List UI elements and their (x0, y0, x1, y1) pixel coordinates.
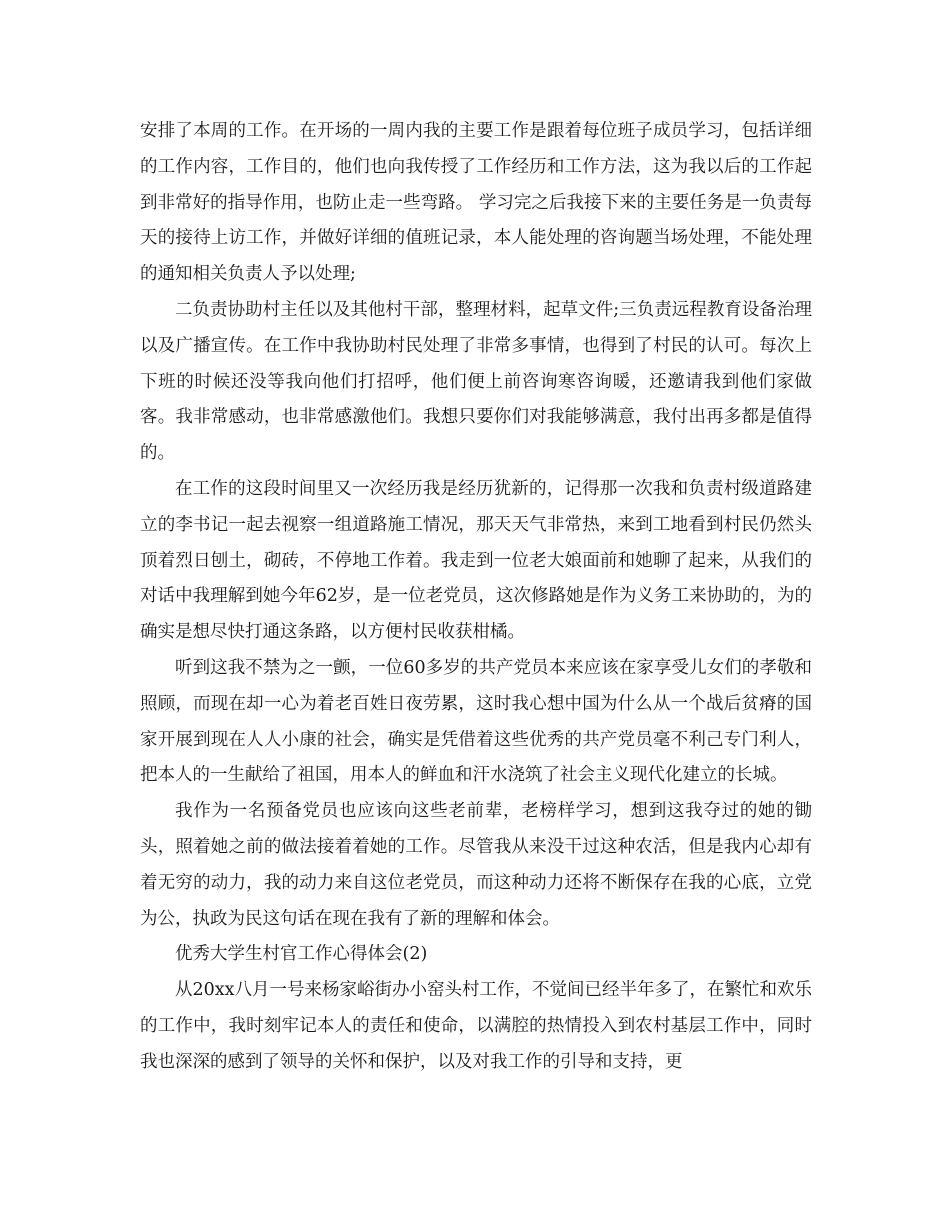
paragraph-1: 安排了本周的工作。在开场的一周内我的主要工作是跟着每位班子成员学习，包括详细的工作内容，工作目的，他们也向我传授了工作经历和工作方法，这为我以后的工作起到非常好的指导作用，也防止走一些弯路。 学习完之后我接下来的主要任务是一负责每天的接待上访工作，并做好详细的值班记录，本人能处理的咨询题当场处理，不能处理的通知相关负责人予以处理; (140, 121, 812, 285)
paragraph-5: 我作为一名预备党员也应该向这些老前辈，老榜样学习，想到这我夺过的她的锄头，照着她之前的做法接着着她的工作。尽管我从来没干过这种农活，但是我内心却有着无穷的动力，我的动力来自这位老党员，而这种动力还将不断保存在我的心底，立党为公，执政为民这句话在现在我有了新的理解和体会。 (140, 801, 812, 929)
paragraph-6: 从20xx八月一号来杨家峪街办小窑头村工作，不觉间已经半年多了，在繁忙和欢乐的工作中，我时刻牢记本人的责任和使命，以满腔的热情投入到农村基层工作中，同时我也深深的感到了领导的关怀和保护，以及对我工作的引导和支持，更 (140, 980, 813, 1072)
paragraph-4: 听到这我不禁为之一颤，一位60多岁的共产党员本来应该在家享受儿女们的孝敬和照顾，而现在却一心为着老百姓日夜劳累，这时我心想中国为什么从一个战后贫瘠的国家开展到现在人人小康的社会，确实是凭借着这些优秀的共产党员毫不利己专门利人，把本人的一生献给了祖国，用本人的鲜血和汗水浇筑了社会主义现代化建立的长城。 (140, 657, 812, 786)
paragraph-2: 二负责协助村主任以及其他村干部，整理材料，起草文件;三负责远程教育设备治理以及广播宣传。在工作中我协助村民处理了非常多事情，也得到了村民的认可。每次上下班的时候还没等我向他们打招呼，他们便上前咨询寒咨询暖，还邀请我到他们家做客。我非常感动，也非常感激他们。我想只要你们对我能够满意，我付出再多都是值得的。 (140, 299, 812, 464)
paragraph-3: 在工作的这段时间里又一次经历我是经历犹新的，记得那一次我和负责村级道路建立的李书记一起去视察一组道路施工情况，那天天气非常热，来到工地看到村民仍然头顶着烈日刨土，砌砖，不停地工作着。我走到一位老大娘面前和她聊了起来，从我们的对话中我理解到她今年62岁，是一位老党员，这次修路她是作为义务工来协助的，为的确实是想尽快打通这条路，以方便村民收获柑橘。 (140, 478, 812, 643)
document-body (140, 114, 812, 1081)
section-heading: 优秀大学生村官工作心得体会(2) (175, 944, 428, 965)
